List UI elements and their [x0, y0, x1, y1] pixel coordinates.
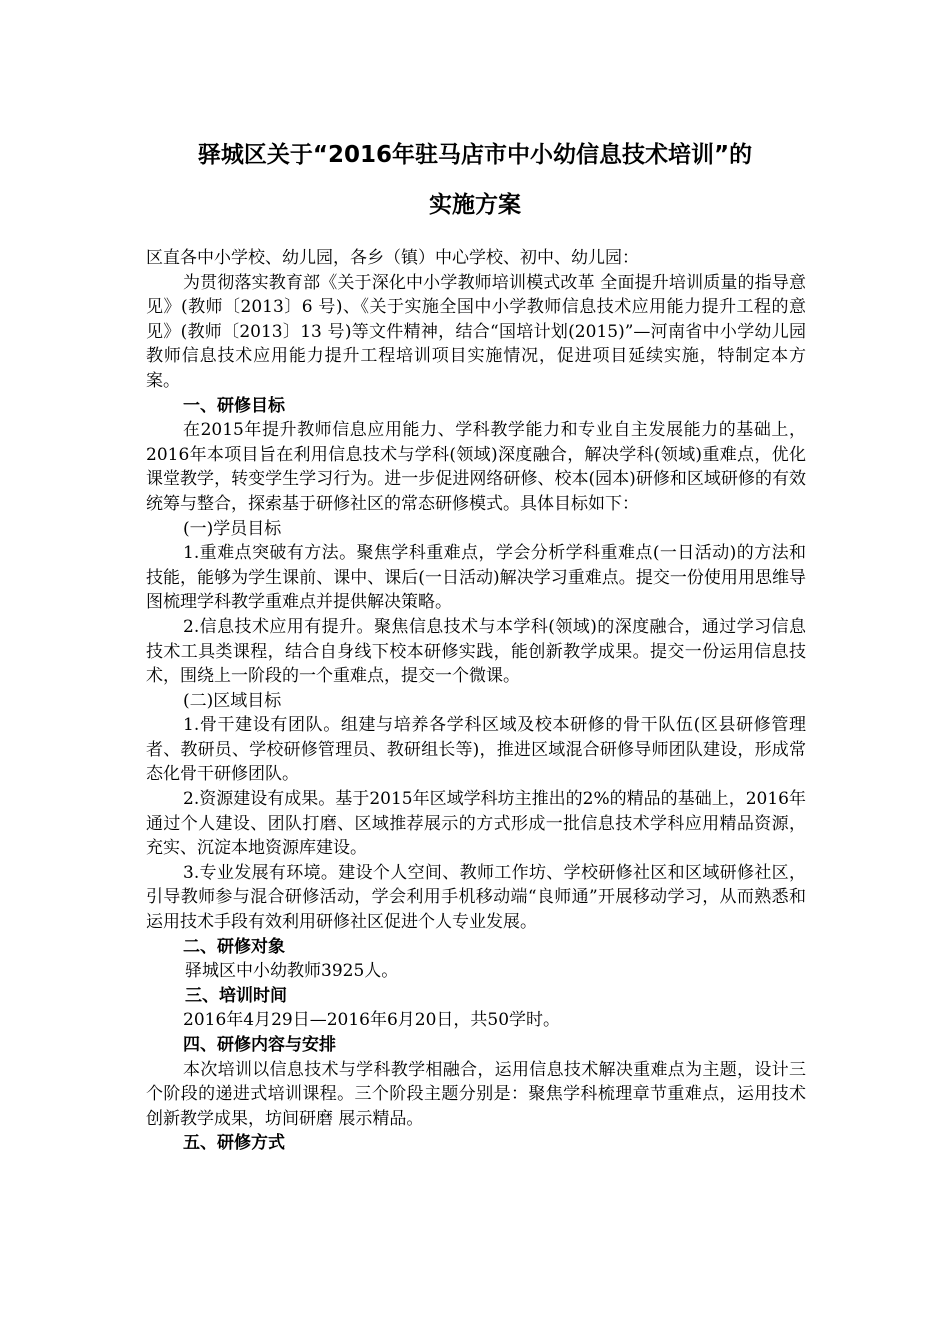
section1-sub1-item-1: 1.重难点突破有方法。聚焦学科重难点，学会分析学科重难点(一日活动)的方法和技能，能够为学生课前、课中、课后(一日活动)解决学习重难点。提交一份使用用思维导图梳理学科教学重难点并提供解决策略。	[146, 543, 806, 613]
document-body	[146, 246, 806, 1156]
section2-paragraph: 驿城区中小幼教师3925人。	[185, 961, 399, 982]
section3-paragraph: 2016年4月29日—2016年6月20日，共50学时。	[183, 1010, 561, 1031]
section1-sub1-heading: (一)学员目标	[183, 518, 282, 539]
section5-heading: 五、研修方式	[183, 1133, 285, 1154]
section1-paragraph: 在2015年提升教师信息应用能力、学科教学能力和专业自主发展能力的基础上，2016年本项目旨在利用信息技术与学科(领域)深度融合，解决学科(领域)重难点，优化课堂教学，转变学生学习行为。进一步促进网络研修、校本(园本)研修和区域研修的有效统筹与整合，探索基于研修社区的常态研修模式。具体目标如下：	[146, 420, 806, 514]
section2-heading: 二、研修对象	[183, 936, 285, 957]
section1-sub2-item-3: 3.专业发展有环境。建设个人空间、教师工作坊、学校研修社区和区域研修社区，引导教师参与混合研修活动，学会利用手机移动端“良师通”开展移动学习，从而熟悉和运用技术手段有效利用研修社区促进个人专业发展。	[146, 862, 806, 933]
section1-sub2-item-2: 2.资源建设有成果。基于2015年区域学科坊主推出的2%的精品的基础上，2016年通过个人建设、团队打磨、区域推荐展示的方式形成一批信息技术学科应用精品资源，充实、沉淀本地资源库建设。	[146, 789, 806, 859]
document-title-line1: 驿城区关于“2016年驻马店市中小幼信息技术培训”的	[197, 142, 753, 168]
section3-heading: 三、培训时间	[185, 985, 287, 1006]
salutation: 区直各中小学校、幼儿园，各乡（镇）中心学校、初中、幼儿园：	[146, 248, 639, 268]
section1-heading: 一、研修目标	[183, 395, 285, 416]
section1-sub2-heading: (二)区域目标	[183, 690, 282, 711]
document-title-line2: 实施方案	[429, 192, 521, 218]
section4-heading: 四、研修内容与安排	[183, 1035, 336, 1055]
section1-sub2-item-1: 1.骨干建设有团队。组建与培养各学科区域及校本研修的骨干队伍(区县研修管理者、教研员、学校研修管理员、教研组长等)，推进区域混合研修导师团队建设，形成常态化骨干研修团队。	[146, 715, 806, 785]
section1-sub1-item-2: 2.信息技术应用有提升。聚焦信息技术与本学科(领域)的深度融合，通过学习信息技术工具类课程，结合自身线下校本研修实践，能创新教学成果。提交一份运用信息技术，围绕上一阶段的一个重难点，提交一个微课。	[146, 616, 806, 687]
intro-paragraph: 为贯彻落实教育部《关于深化中小学教师培训模式改革 全面提升培训质量的指导意见》(教师〔2013〕6 号)、《关于实施全国中小学教师信息技术应用能力提升工程的意见》(教师〔2013〕13 号)等文件精神，结合“国培计划(2015)”—河南省中小学幼儿园教师信息技术应用能力提升工程培训项目实施情况，促进项目延续实施，特制定本方案。	[146, 272, 806, 391]
section4-paragraph: 本次培训以信息技术与学科教学相融合，运用信息技术解决重难点为主题，设计三个阶段的递进式培训课程。三个阶段主题分别是：聚焦学科梳理章节重难点，运用技术 创新教学成果，坊间研磨 展示精品。	[146, 1059, 806, 1129]
